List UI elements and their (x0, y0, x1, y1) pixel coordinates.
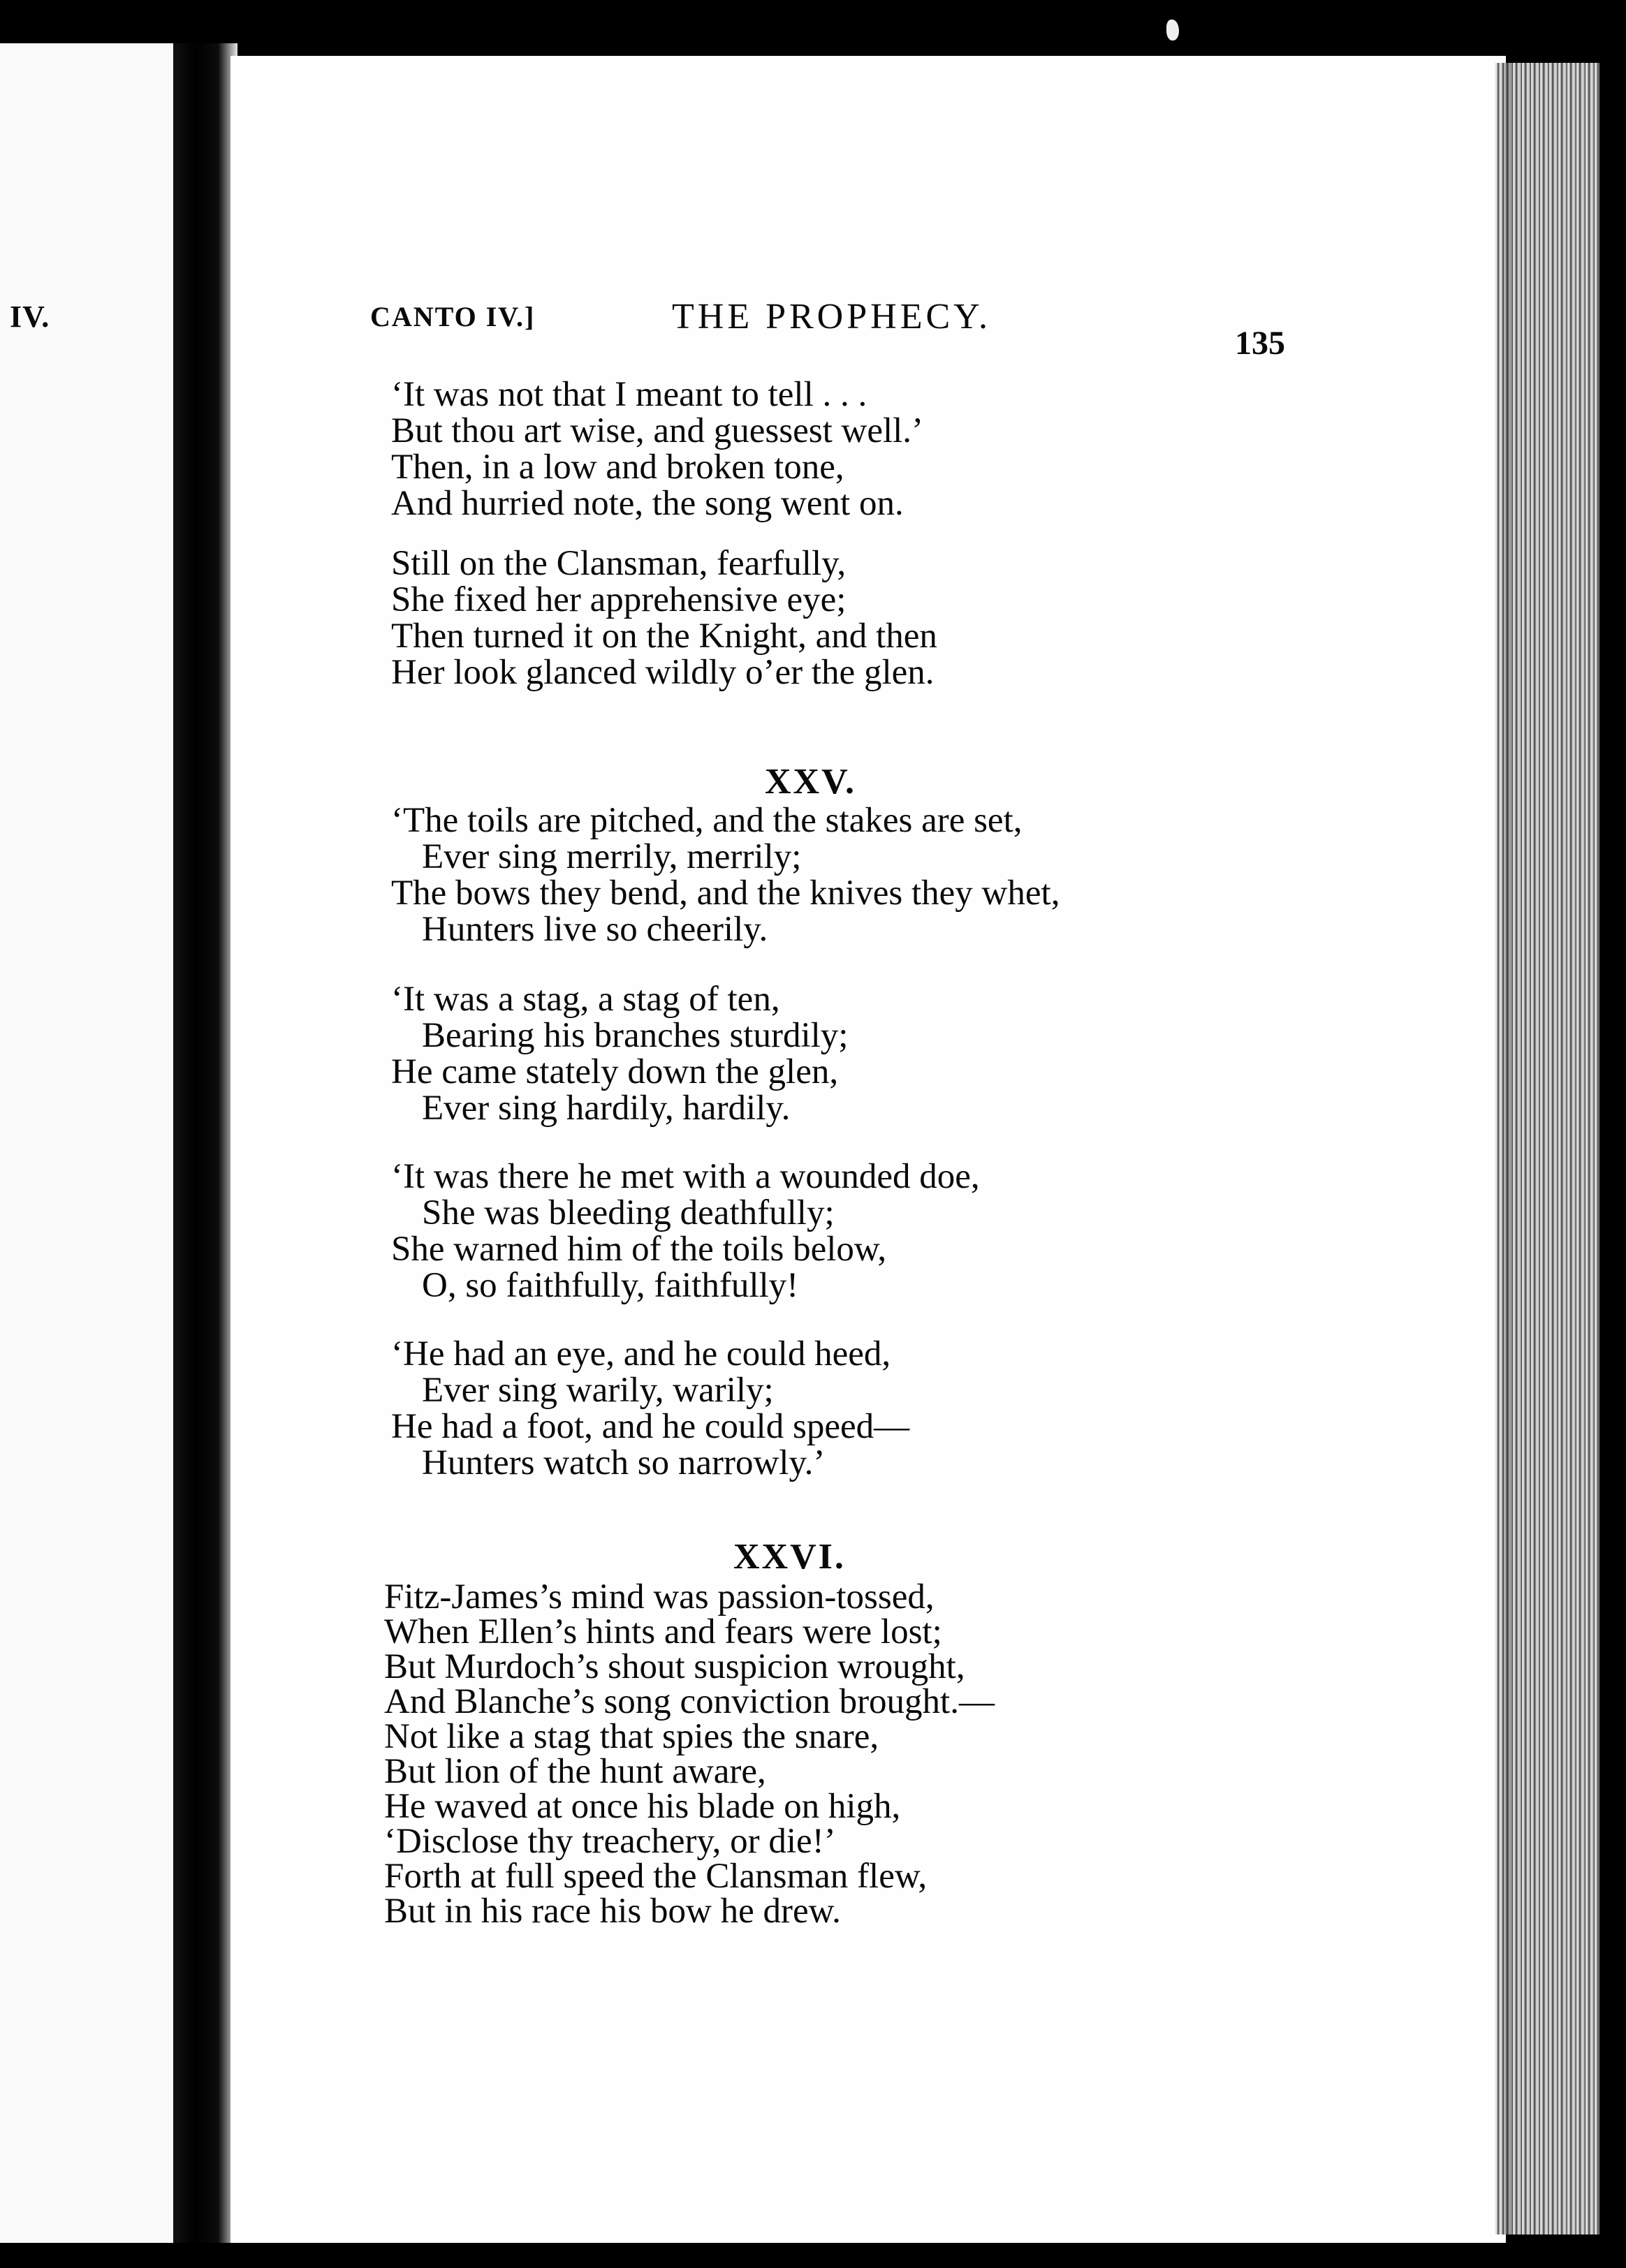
running-head (370, 297, 1299, 362)
verse-line: ‘It was a stag, a stag of ten, (391, 980, 780, 1019)
poem-text (384, 363, 1467, 1983)
verse-line: She was bleeding deathfully; (422, 1193, 835, 1232)
verse-line: And Blanche’s song conviction brought.— (384, 1682, 995, 1721)
verse-line: Still on the Clansman, fearfully, (391, 544, 847, 583)
verse-line: Ever sing hardily, hardily. (422, 1089, 791, 1128)
verse-line: But in his race his bow he drew. (384, 1892, 841, 1931)
section-heading-xxv: XXV. (765, 762, 856, 802)
edge-shadow (1502, 63, 1511, 2234)
canto-label: CANTO IV.] (370, 301, 536, 332)
verse-line: He came stately down the glen, (391, 1052, 839, 1091)
book-gutter (173, 43, 237, 2243)
verse-line: Hunters watch so narrowly.’ (422, 1443, 826, 1482)
verse-line: He waved at once his blade on high, (384, 1787, 901, 1826)
verse-line: ‘It was not that I meant to tell . . . (391, 375, 867, 414)
page-number: 135 (1235, 325, 1285, 362)
verse-line: Then, in a low and broken tone, (391, 448, 844, 487)
verse-line: Fitz-James’s mind was passion-tossed, (384, 1577, 935, 1617)
verse-line: Bearing his branches sturdily; (422, 1016, 849, 1055)
verse-line: But thou art wise, and guessest well.’ (391, 411, 924, 450)
verse-line: ‘Disclose thy treachery, or die!’ (384, 1822, 836, 1861)
verse-line: She warned him of the toils below, (391, 1230, 887, 1269)
verse-line: Forth at full speed the Clansman flew, (384, 1857, 928, 1896)
verse-line: When Ellen’s hints and fears were lost; (384, 1612, 942, 1651)
section-heading-xxvi: XXVI. (733, 1537, 846, 1577)
verse-line: Ever sing merrily, merrily; (422, 837, 802, 876)
verse-line: Her look glanced wildly o’er the glen. (391, 653, 935, 692)
verse-line: ‘He had an eye, and he could heed, (391, 1334, 891, 1374)
page-title: THE PROPHECY. (672, 297, 992, 337)
left-page-running-head: IV. (10, 300, 50, 334)
verse-line: He had a foot, and he could speed— (391, 1407, 910, 1446)
verse-line: Then turned it on the Knight, and then (391, 617, 937, 656)
verse-line: The bows they bend, and the knives they whet, (391, 874, 1060, 913)
verse-line: Hunters live so cheerily. (422, 910, 768, 949)
verse-line: And hurried note, the song went on. (391, 484, 904, 523)
verse-line: ‘The toils are pitched, and the stakes are set, (391, 801, 1023, 840)
verse-line: She fixed her apprehensive eye; (391, 580, 847, 619)
verse-line: ‘It was there he met with a wounded doe, (391, 1157, 980, 1196)
verse-line: O, so faithfully, faithfully! (422, 1266, 799, 1305)
verse-line: Not like a stag that spies the snare, (384, 1717, 879, 1756)
left-page (0, 43, 173, 2243)
verse-line: But Murdoch’s shout suspicion wrought, (384, 1647, 965, 1686)
verse-line: Ever sing warily, warily; (422, 1371, 774, 1410)
scan-speck (1166, 20, 1179, 40)
verse-line: But lion of the hunt aware, (384, 1752, 766, 1791)
